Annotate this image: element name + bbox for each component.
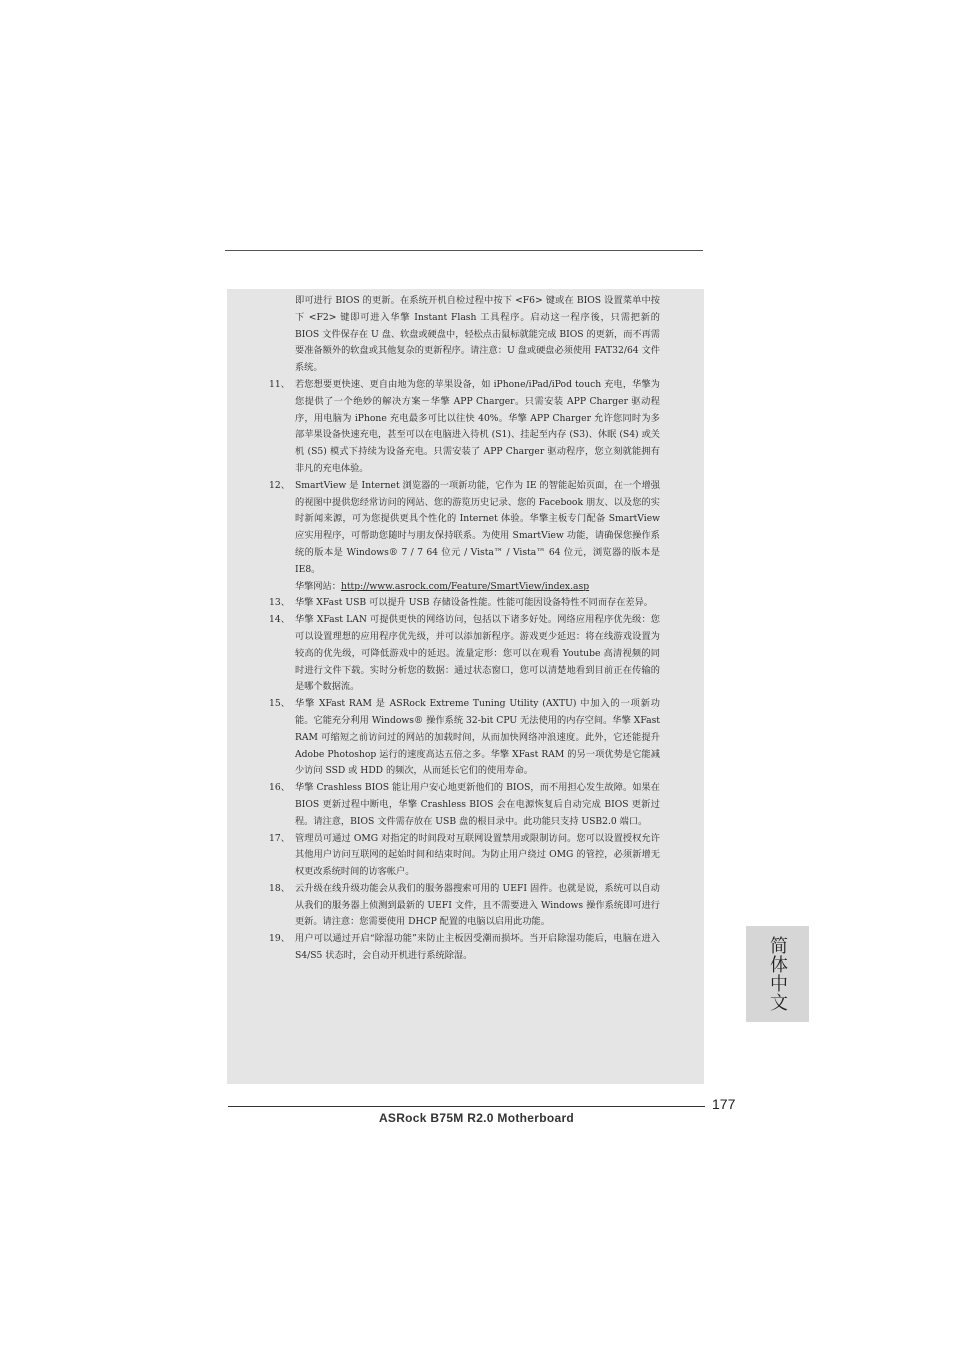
item-text: 华擎 XFast USB 可以提升 USB 存储设备性能。性能可能因设备特性不同而存在差异。 [295,597,653,609]
intro-paragraph: 即可进行 BIOS 的更新。在系统开机自检过程中按下 <F6> 键或在 BIOS 设置菜单中按下 <F2> 键即可进入华擎 Instant Flash 工具程序。启动这一程序後，只需把新的 BIOS 文件保存在 U 盘、软盘或硬盘中，轻松点击鼠标就能完成 BIOS 的更新，而不再需要准备额外的软盘或其他复杂的更新程序。请注意：U 盘或硬盘必须使用 FAT32/64 文件系统。 [295,295,660,374]
item-text: SmartView 是 Internet 浏览器的一项新功能，它作为 IE 的智能起始页面，在一个增强的视图中提供您经常访问的网站、您的游览历史记录、您的 Facebook 朋友、以及您的实时新闻来源，可为您提供更具个性化的 Internet 体验。华擎主板专门配备 SmartView 应实用程序，可帮助您随时与朋友保持联系。为使用 SmartView 功能，请确保您操作系统的版本是 Windows® 7 / 7 64 位元 / Vista™ / Vista™ 64 位元，浏览器的版本是 IE8。 [295,479,660,575]
smartview-link[interactable]: http://www.asrock.com/Feature/SmartView/index.asp [340,580,590,592]
item-text: 华擎 XFast RAM 是 ASRock Extreme Tuning Utility (AXTU) 中加入的一项新功能。它能充分利用 Windows® 操作系统 32-bit CPU 无法使用的内存空间。华擎 XFast RAM 可缩短之前访问过的网站的加载时间，从而加快网络冲浪速度。此外，它还能提升 Adobe Photoshop 运行的速度高达五倍之多。华擎 XFast RAM 的另一项优势是它能减少访问 SSD 或 HDD 的频次，从而延长它们的使用寿命。 [295,698,660,777]
list-item-14 [227,612,704,696]
list-item-18 [227,881,704,931]
item-number: 15、 [269,698,290,710]
page-number: 177 [712,1096,736,1112]
list-item-17 [227,831,704,881]
item-number: 13、 [269,597,290,609]
list-item-16 [227,780,704,830]
list-item-19 [227,931,704,965]
item-text: 用户可以通过开启“除湿功能”来防止主板因受潮而损坏。当开启除湿功能后，电脑在进入 S4/S5 状态时，会自动开机进行系统除湿。 [295,933,660,962]
item-number: 19、 [269,933,290,945]
item-text: 管理员可通过 OMG 对指定的时间段对互联网设置禁用或限制访问。您可以设置授权允许其他用户访问互联网的起始时间和结束时间。为防止用户绕过 OMG 的管控，必须新增无权更改系统时间的访客帐户。 [295,832,660,878]
item-number: 16、 [269,782,290,794]
item-number: 11、 [269,378,290,390]
item-number: 17、 [269,832,290,844]
website-line [295,579,660,596]
list-item-11 [227,377,704,478]
item-text: 若您想要更快速、更自由地为您的苹果设备，如 iPhone/iPad/iPod touch 充电，华擎为您提供了一个绝妙的解决方案－华擎 APP Charger。只需安装 APP Charger 驱动程序，用电脑为 iPhone 充电最多可比以往快 40%。华擎 APP Charger 允许您同时为多部苹果设备快速充电，甚至可以在电脑进入待机 (S1)、挂起至内存 (S3)、休眠 (S4) 或关机 (S5) 模式下持续为设备充电。只需安装了 APP Charger 驱动程序，您立刻就能拥有非凡的充电体验。 [295,378,660,474]
bottom-divider [228,1106,705,1107]
item-number: 18、 [269,882,290,894]
content-panel [227,289,704,1084]
item-number: 12、 [269,479,290,491]
language-tab [746,926,809,1022]
website-label: 华擎网站： [295,580,341,592]
item-text: 华擎 Crashless BIOS 能让用户安心地更新他们的 BIOS，而不用担心发生故障。如果在 BIOS 更新过程中断电，华擎 Crashless BIOS 会在电源恢复后自动完成 BIOS 更新过程。请注意，BIOS 文件需存放在 USB 盘的根目录中。此功能只支持 USB2.0 端口。 [295,782,660,827]
list-item-15 [227,696,704,780]
list-item-13 [227,595,704,612]
language-tab-label: 简体中文 [767,936,788,1012]
footer-title: ASRock B75M R2.0 Motherboard [378,1111,575,1125]
item-number: 14、 [269,614,290,626]
item-text: 云升级在线升级功能会从我们的服务器搜索可用的 UEFI 固件。也就是说，系统可以自动从我们的服务器上侦测到最新的 UEFI 文件，且不需要进入 Windows 操作系统即可进行更新。请注意：您需要使用 DHCP 配置的电脑以启用此功能。 [295,882,660,928]
list-item-12 [227,478,704,596]
item-text: 华擎 XFast LAN 可提供更快的网络访问，包括以下诸多好处。网络应用程序优先级：您可以设置理想的应用程序优先级，并可以添加新程序。游戏更少延迟：将在线游戏设置为较高的优先级，可降低游戏中的延迟。流量定形：您可以在观看 Youtube 高清视频的同时进行文件下载。实时分析您的数据：通过状态窗口，您可以清楚地看到目前正在传输的是哪个数据流。 [295,614,660,693]
top-divider [225,250,703,251]
